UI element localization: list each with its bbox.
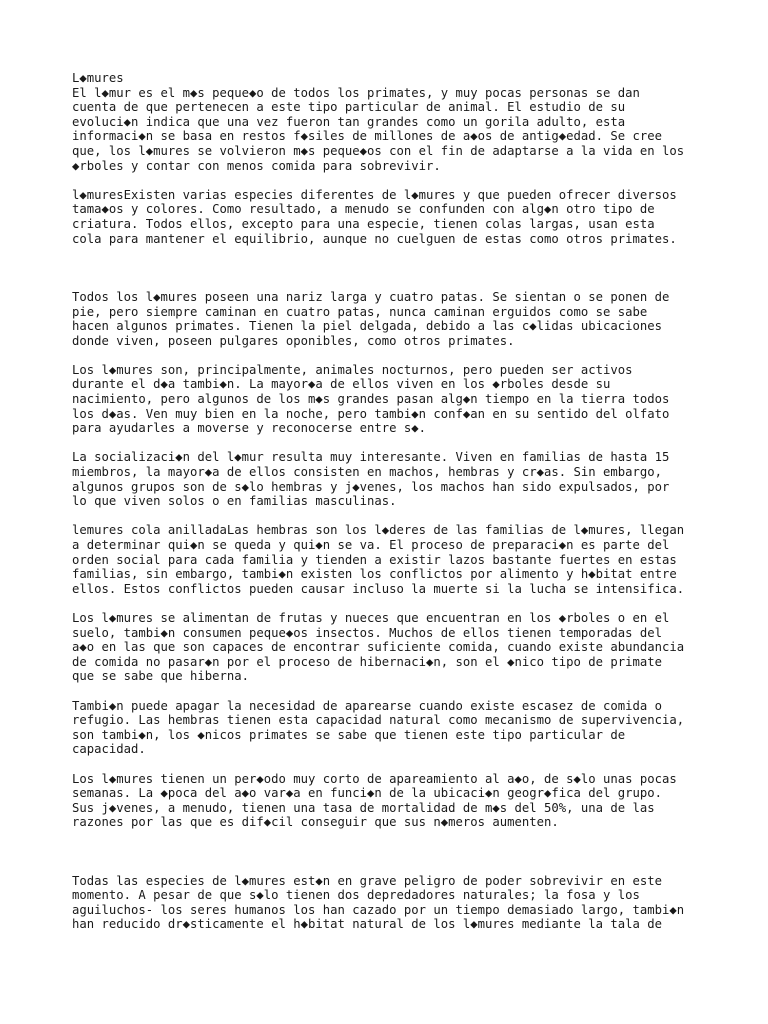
paragraph-10: Todas las especies de l◆mures est◆n en grave peligro de poder sobrevivir en este momento. A pesar de que s◆lo tienen dos depredadores naturales; la fosa y los aguiluchos- los seres humanos los han cazado por un tiempo demasiado largo, tambi◆n han reducido dr◆sticamente el h◆bitat natural de los l◆mures mediante la tala de bbox=[72, 873, 685, 932]
section-gap bbox=[72, 844, 712, 873]
document-page bbox=[72, 71, 712, 947]
paragraph-3: Todos los l◆mures poseen una nariz larga y cuatro patas. Se sientan o se ponen de pie, pero siempre caminan en cuatro patas, nunca caminan erguidos como se sabe hacen algunos primates. Tienen la piel delgada, debido a las c◆lidas ubicaciones donde viven, poseen pulgares oponibles, como otros primates. bbox=[72, 289, 670, 348]
paragraph-4: Los l◆mures son, principalmente, animales nocturnos, pero pueden ser activos durante el d◆a tambi◆n. La mayor◆a de ellos viven en los ◆rboles desde su nacimiento, pero algunos de los m◆s grandes pasan alg◆n tiempo en la tierra todos los d◆as. Ven muy bien en la noche, pero tambi◆n conf◆an en su sentido del olfato para ayudarles a moverse y reconocerse entre s◆. bbox=[72, 362, 670, 436]
section-gap bbox=[72, 261, 712, 290]
paragraph-2: l◆muresExisten varias especies diferentes de l◆mures y que pueden ofrecer diversos tama◆os y colores. Como resultado, a menudo se confunden con alg◆n otro tipo de criatura. Todos ellos, excepto para una especie, tienen colas largas, usan esta cola para mantener el equilibrio, aunque no cuelguen de estas como otros primates. bbox=[72, 187, 677, 246]
paragraph-9: Los l◆mures tienen un per◆odo muy corto de apareamiento al a◆o, de s◆lo unas pocas semanas. La ◆poca del a◆o var◆a en funci◆n de la ubicaci◆n geogr◆fica del grupo. Sus j◆venes, a menudo, tienen una tasa de mortalidad de m◆s del 50%, una de las razones por las que es dif◆cil conseguir que sus n◆meros aumenten. bbox=[72, 771, 677, 830]
paragraph-5: La socializaci◆n del l◆mur resulta muy interesante. Viven en familias de hasta 15 miembros, la mayor◆a de ellos consisten en machos, hembras y cr◆as. Sin embargo, algunos grupos son de s◆lo hembras y j◆venes, los machos han sido expulsados, por lo que viven solos o en familias masculinas. bbox=[72, 450, 670, 509]
paragraph-1: El l◆mur es el m◆s peque◆o de todos los primates, y muy pocas personas se dan cuenta de que pertenecen a este tipo particular de animal. El estudio de su evoluci◆n indica que una vez fueron tan grandes como un gorila adulto, esta informaci◆n se basa en restos f◆siles de millones de a◆os de antig◆edad. Se cree que, los l◆mures se volvieron m◆s peque◆os con el fin de adaptarse a la vida en los ◆rboles y contar con menos comida para sobrevivir. bbox=[72, 85, 685, 173]
paragraph-7: Los l◆mures se alimentan de frutas y nueces que encuentran en los ◆rboles o en el suelo, tambi◆n consumen peque◆os insectos. Muchos de ellos tienen temporadas del a◆o en las que son capaces de encontrar suficiente comida, cuando existe abundancia de comida no pasar◆n por el proceso de hibernaci◆n, son el ◆nico tipo de primate que se sabe que hiberna. bbox=[72, 610, 685, 684]
document-title: L◆mures bbox=[72, 71, 124, 85]
paragraph-8: Tambi◆n puede apagar la necesidad de aparearse cuando existe escasez de comida o refugio. Las hembras tienen esta capacidad natural como mecanismo de supervivencia, son tambi◆n, los ◆nicos primates se sabe que tienen este tipo particular de capacidad. bbox=[72, 698, 685, 757]
paragraph-6: lemures cola anilladaLas hembras son los l◆deres de las familias de l◆mures, llegan a determinar qui◆n se queda y qui◆n se va. El proceso de preparaci◆n es parte del orden social para cada familia y tienden a existir lazos bastante fuertes en estas familias, sin embargo, tambi◆n existen los conflictos por alimento y h◆bitat entre ellos. Estos conflictos pueden causar incluso la muerte si la lucha se intensifica. bbox=[72, 523, 685, 596]
